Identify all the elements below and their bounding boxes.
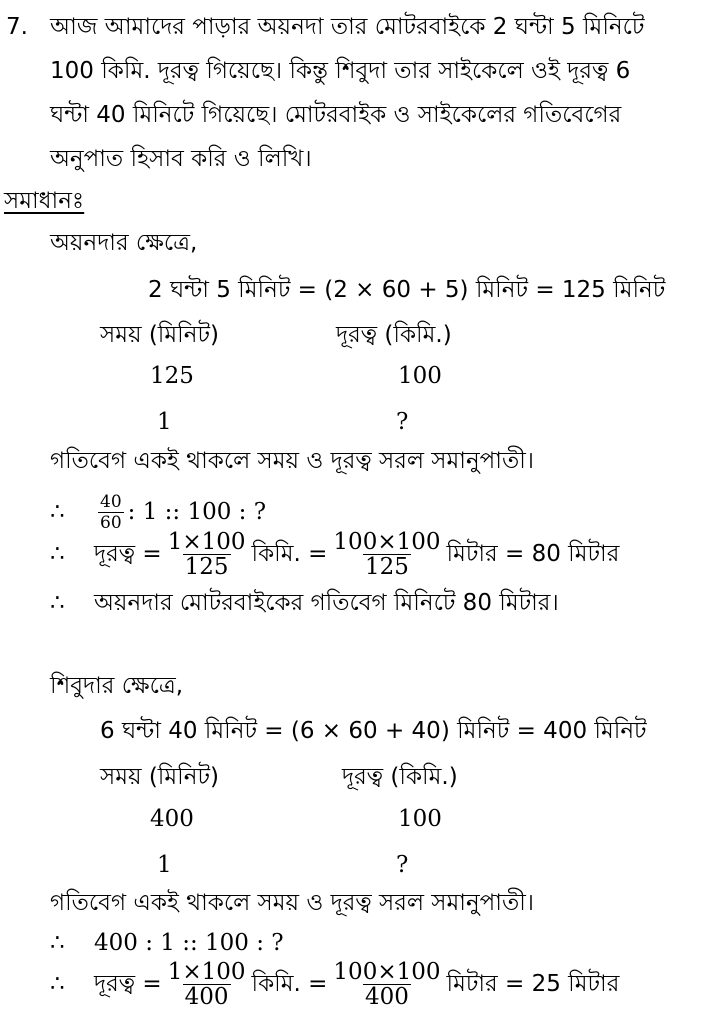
ayan-row2-time: 1 <box>157 409 172 435</box>
fraction-denominator: 125 <box>184 554 229 580</box>
ayan-row1-time: 125 <box>150 363 194 389</box>
km-equals: কিমি. = <box>251 971 328 997</box>
shibu-col-time: সময় (মিনিট) <box>100 764 219 790</box>
fraction-denominator: 400 <box>365 984 409 1010</box>
ayan-ratio-rest: : 1 :: 100 : ? <box>127 499 267 525</box>
shibu-time-conversion: 6 ঘন্টা 40 মিনিট = (6 × 60 + 40) মিনিট = 400 মিনিট <box>100 718 647 744</box>
shibu-case-label: শিবুদার ক্ষেত্রে, <box>50 673 184 699</box>
shibu-ratio: 400 : 1 :: 100 : ? <box>94 930 284 956</box>
ayan-fraction-1 <box>166 530 248 579</box>
shibu-proportion-statement: গতিবেগ একই থাকলে সময় ও দূরত্ব সরল সমানুপাতী। <box>50 890 535 916</box>
shibu-row1-distance: 100 <box>398 806 442 832</box>
therefore-symbol: ∴ <box>50 590 65 616</box>
therefore-symbol: ∴ <box>50 541 65 567</box>
shibu-fraction-1 <box>166 960 248 1009</box>
shibu-distance-line <box>50 958 619 1010</box>
fraction-numerator: 1×100 <box>167 529 246 555</box>
ayan-proportion-statement: গতিবেগ একই থাকলে সময় ও দূরত্ব সরল সমানুপাতী। <box>50 448 535 474</box>
fraction-denominator: 60 <box>100 513 122 533</box>
ayan-row1-distance: 100 <box>398 363 442 389</box>
question-number: 7. <box>6 14 28 40</box>
ayan-conclusion: অয়নদার মোটরবাইকের গতিবেগ মিনিটে 80 মিটার। <box>94 590 559 616</box>
ayan-col-time: সময় (মিনিট) <box>100 322 219 348</box>
question-line-4: অনুপাত হিসাব করি ও লিখি। <box>50 146 312 172</box>
shibu-ratio-line <box>50 928 284 958</box>
shibu-col-distance: দূরত্ব (কিমি.) <box>342 764 458 790</box>
ayan-distance-line <box>50 528 619 580</box>
ayan-case-label: অয়নদার ক্ষেত্রে, <box>50 230 198 256</box>
therefore-symbol: ∴ <box>50 930 65 956</box>
ayan-result: মিটার = 80 মিটার <box>446 541 620 567</box>
fraction-numerator: 1×100 <box>167 959 246 985</box>
shibu-row2-time: 1 <box>157 852 172 878</box>
question-line-2: 100 কিমি. দূরত্ব গিয়েছে। কিন্তু শিবুদা তার সাইকেলে ওই দূরত্ব 6 <box>50 58 631 84</box>
ayan-row2-distance: ? <box>396 409 409 435</box>
therefore-symbol: ∴ <box>50 499 65 525</box>
fraction-numerator: 100×100 <box>333 959 441 985</box>
fraction-denominator: 125 <box>365 554 409 580</box>
solution-heading: সমাধানঃ <box>4 188 85 214</box>
shibu-row1-time: 400 <box>150 806 194 832</box>
ayan-fraction-2 <box>331 530 442 579</box>
shibu-fraction-2 <box>331 960 442 1009</box>
ayan-col-distance: দূরত্ব (কিমি.) <box>336 322 452 348</box>
ayan-conclusion-line <box>50 588 559 618</box>
shibu-result: মিটার = 25 মিটার <box>446 971 620 997</box>
distance-label: দূরত্ব = <box>94 541 162 567</box>
shibu-row2-distance: ? <box>396 852 409 878</box>
therefore-symbol: ∴ <box>50 971 65 997</box>
fraction-numerator: 40 <box>100 492 122 512</box>
ayan-ratio-fraction <box>98 492 124 533</box>
fraction-numerator: 100×100 <box>333 529 441 555</box>
km-equals: কিমি. = <box>251 541 328 567</box>
question-line-3: ঘন্টা 40 মিনিটে গিয়েছে। মোটরবাইক ও সাইকেলের গতিবেগের <box>50 102 622 128</box>
distance-label: দূরত্ব = <box>94 971 162 997</box>
ayan-time-conversion: 2 ঘন্টা 5 মিনিট = (2 × 60 + 5) মিনিট = 125 মিনিট <box>148 277 666 303</box>
fraction-denominator: 400 <box>184 984 229 1010</box>
question-line-1: আজ আমাদের পাড়ার অয়নদা তার মোটরবাইকে 2 ঘন্টা 5 মিনিটে <box>50 14 645 40</box>
